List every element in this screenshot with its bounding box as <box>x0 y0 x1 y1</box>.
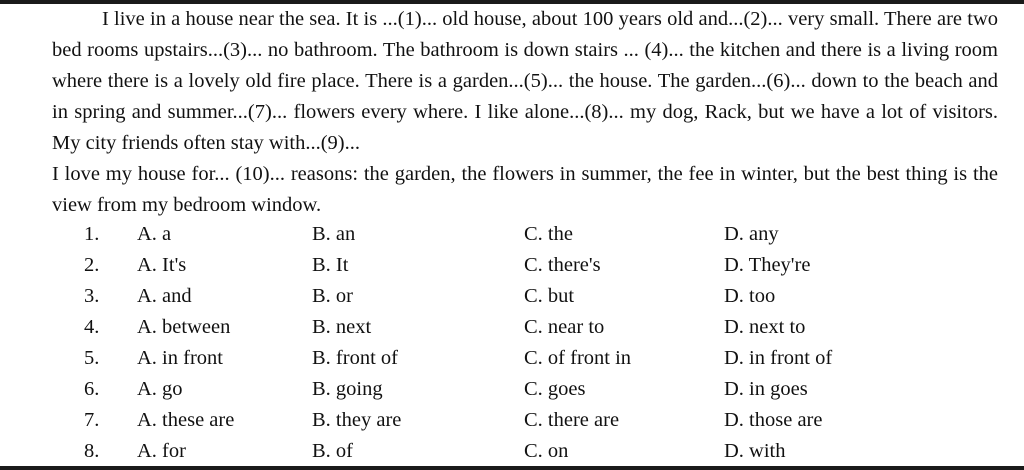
option-a: A. these are <box>137 409 235 431</box>
option-d: D. in goes <box>724 378 808 400</box>
question-number: 4. <box>84 316 100 338</box>
option-b: B. going <box>312 378 383 400</box>
question-row <box>0 312 1024 343</box>
option-d: D. next to <box>724 316 806 338</box>
option-a: A. It's <box>137 254 187 276</box>
question-row <box>0 343 1024 374</box>
question-row <box>0 374 1024 405</box>
option-d: D. too <box>724 285 776 307</box>
reading-passage <box>52 4 998 221</box>
option-b: B. It <box>312 254 349 276</box>
question-number: 3. <box>84 285 100 307</box>
option-d: D. those are <box>724 409 823 431</box>
option-a: A. a <box>137 223 172 245</box>
question-row <box>0 250 1024 281</box>
option-a: A. between <box>137 316 231 338</box>
option-b: B. or <box>312 285 353 307</box>
bottom-border <box>0 466 1024 470</box>
passage-paragraph-1: I live in a house near the sea. It is ...(1)... old house, about 100 years old and...(2)... very small. There are two bed rooms upstairs...(3)... no bathroom. The bathroom is down stairs ... (4)... the kitchen and there is a living room where there is a lovely old fire place. There is a garden...(5)... the house. The garden...(6)... down to the beach and in spring and summer...(7)... flowers every where. I like alone...(8)... my dog, Rack, but we have a lot of visitors. My city friends often stay with...(9)... <box>52 8 998 154</box>
option-b: B. they are <box>312 409 402 431</box>
option-c: C. there are <box>524 409 620 431</box>
option-c: C. there's <box>524 254 601 276</box>
option-b: B. front of <box>312 347 398 369</box>
question-number: 7. <box>84 409 100 431</box>
option-b: B. next <box>312 316 372 338</box>
option-a: A. go <box>137 378 183 400</box>
option-c: C. the <box>524 223 573 245</box>
option-b: B. of <box>312 440 353 462</box>
option-a: A. in front <box>137 347 223 369</box>
option-a: A. for <box>137 440 186 462</box>
question-number: 1. <box>84 223 100 245</box>
question-number: 2. <box>84 254 100 276</box>
question-row <box>0 219 1024 250</box>
option-d: D. in front of <box>724 347 833 369</box>
passage-paragraph-2: I love my house for... (10)... reasons: the garden, the flowers in summer, the fee in winter, but the best thing is the view from my bedroom window. <box>52 163 998 216</box>
option-c: C. of front in <box>524 347 632 369</box>
question-row <box>0 405 1024 436</box>
question-row <box>0 281 1024 312</box>
option-c: C. but <box>524 285 575 307</box>
answer-options <box>0 219 1024 467</box>
option-c: C. on <box>524 440 569 462</box>
option-d: D. They're <box>724 254 811 276</box>
option-d: D. with <box>724 440 786 462</box>
question-number: 6. <box>84 378 100 400</box>
option-d: D. any <box>724 223 779 245</box>
question-row <box>0 436 1024 467</box>
option-c: C. goes <box>524 378 586 400</box>
option-a: A. and <box>137 285 192 307</box>
question-number: 8. <box>84 440 100 462</box>
option-b: B. an <box>312 223 356 245</box>
question-number: 5. <box>84 347 100 369</box>
option-c: C. near to <box>524 316 605 338</box>
